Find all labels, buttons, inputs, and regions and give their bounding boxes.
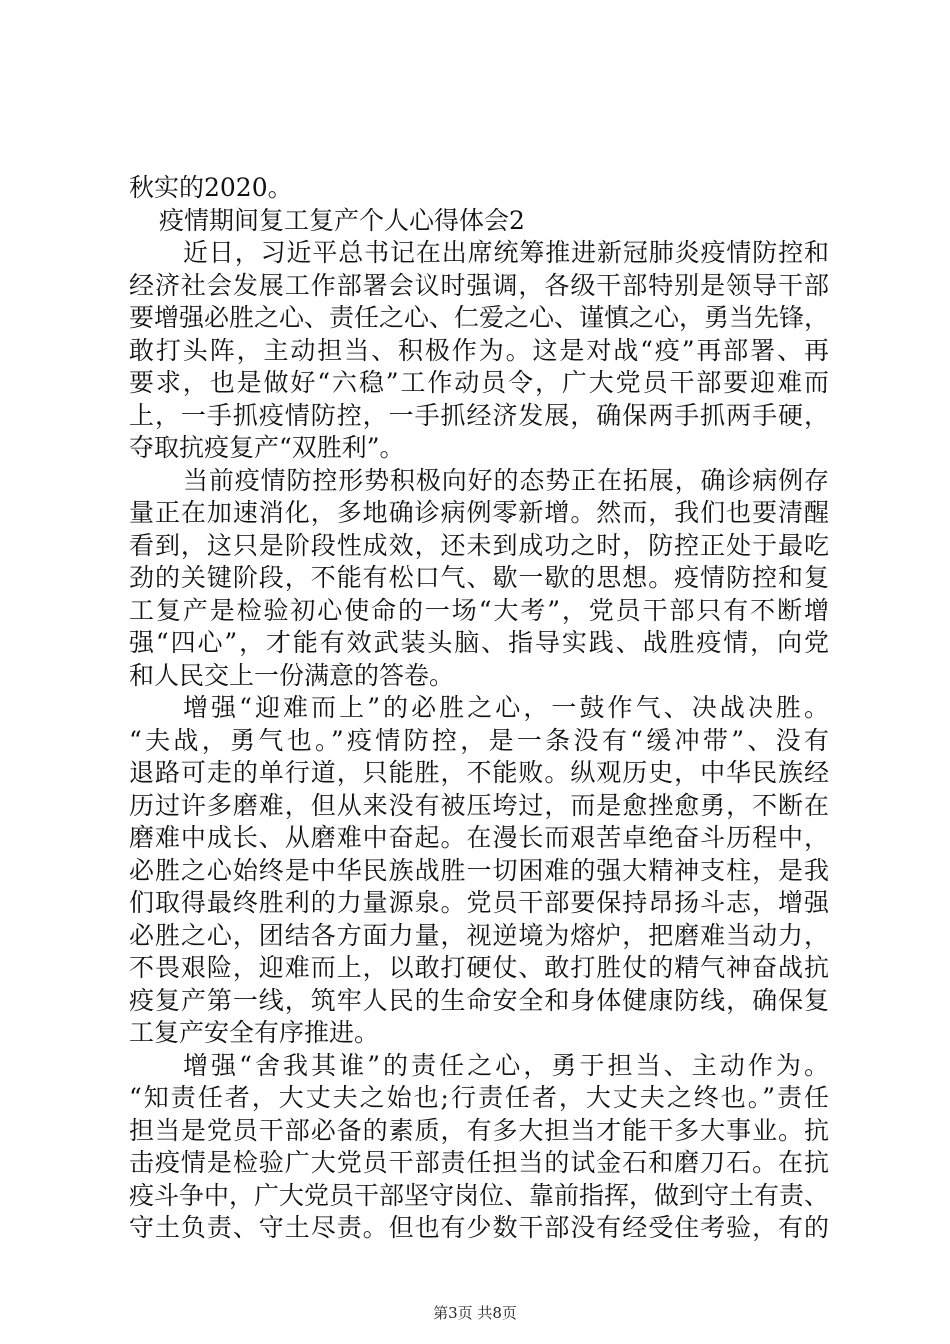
paragraph-line: 疫复产第一线，筑牢人民的生命安全和身体健康防线，确保复	[129, 985, 829, 1015]
paragraph-line: 敢打头阵，主动担当、积极作为。这是对战“疫”再部署、再	[129, 335, 829, 365]
document-body	[129, 172, 829, 1245]
paragraph-line: 强“四心”，才能有效武装头脑、指导实践、战胜疫情，向党	[129, 628, 829, 657]
paragraph-line: 守土负责、守土尽责。但也有少数干部没有经受住考验，有的	[129, 1213, 829, 1242]
section-title: 疫情期间复工复产个人心得体会2	[159, 205, 525, 235]
paragraph-line: 担当是党员干部必备的素质，有多大担当才能干多大事业。抗	[129, 1115, 829, 1145]
paragraph-line: 必胜之心，团结各方面力量，视逆境为熔炉，把磨难当动力，	[129, 920, 829, 950]
paragraph-line: 当前疫情防控形势积极向好的态势正在拓展，确诊病例存	[183, 465, 829, 495]
opening-line: 秋实的2020。	[129, 173, 293, 202]
paragraph-line: “夫战，勇气也。”疫情防控，是一条没有“缓冲带”、没有	[129, 725, 829, 755]
paragraph-line: 磨难中成长、从磨难中奋起。在漫长而艰苦卓绝奋斗历程中，	[129, 823, 829, 852]
paragraph-line: 要求，也是做好“六稳”工作动员令，广大党员干部要迎难而	[129, 368, 829, 397]
paragraph-4	[129, 1050, 829, 1245]
paragraph-line: 历过许多磨难，但从来没有被压垮过，而是愈挫愈勇，不断在	[129, 790, 829, 820]
paragraph-line: 量正在加速消化，多地确诊病例零新增。然而，我们也要清醒	[129, 498, 829, 527]
paragraph-line: 劲的关键阶段，不能有松口气、歇一歇的思想。疫情防控和复	[129, 563, 829, 592]
page-number-footer: 第3页 共8页	[433, 1304, 517, 1322]
paragraph-line: 必胜之心始终是中华民族战胜一切困难的强大精神支柱，是我	[129, 855, 829, 885]
paragraph-line: 经济社会发展工作部署会议时强调，各级干部特别是领导干部	[129, 270, 829, 300]
paragraph-line: 工复产安全有序推进。	[129, 1018, 380, 1047]
paragraph-line: 们取得最终胜利的力量源泉。党员干部要保持昂扬斗志，增强	[129, 888, 829, 917]
paragraph-line: 疫斗争中，广大党员干部坚守岗位、靠前指挥，做到守土有责、	[129, 1180, 829, 1210]
paragraph-line: 上，一手抓疫情防控，一手抓经济发展，确保两手抓两手硬，	[129, 400, 829, 430]
paragraph-3	[129, 692, 829, 1050]
paragraph-line: 增强“舍我其谁”的责任之心，勇于担当、主动作为。	[183, 1050, 829, 1080]
paragraph-line: “知责任者，大丈夫之始也;行责任者，大丈夫之终也。”责任	[129, 1083, 829, 1112]
paragraph-line: 夺取抗疫复产“双胜利”。	[129, 433, 405, 462]
paragraph-line: 增强“迎难而上”的必胜之心，一鼓作气、决战决胜。	[183, 693, 829, 722]
paragraph-line: 要增强必胜之心、责任之心、仁爱之心、谨慎之心，勇当先锋，	[129, 303, 829, 332]
paragraph-line: 击疫情是检验广大党员干部责任担当的试金石和磨刀石。在抗	[129, 1148, 829, 1177]
paragraph-2	[129, 465, 829, 693]
paragraph-line: 工复产是检验初心使命的一场“大考”，党员干部只有不断增	[129, 595, 829, 625]
paragraph-line: 退路可走的单行道，只能胜，不能败。纵观历史，中华民族经	[129, 758, 829, 787]
paragraph-1	[129, 237, 829, 465]
paragraph-line: 近日，习近平总书记在出席统筹推进新冠肺炎疫情防控和	[183, 238, 829, 267]
paragraph-line: 和人民交上一份满意的答卷。	[129, 660, 455, 690]
paragraph-line: 不畏艰险，迎难而上，以敢打硬仗、敢打胜仗的精气神奋战抗	[129, 953, 829, 982]
paragraph-line: 看到，这只是阶段性成效，还未到成功之时，防控正处于最吃	[129, 530, 829, 560]
